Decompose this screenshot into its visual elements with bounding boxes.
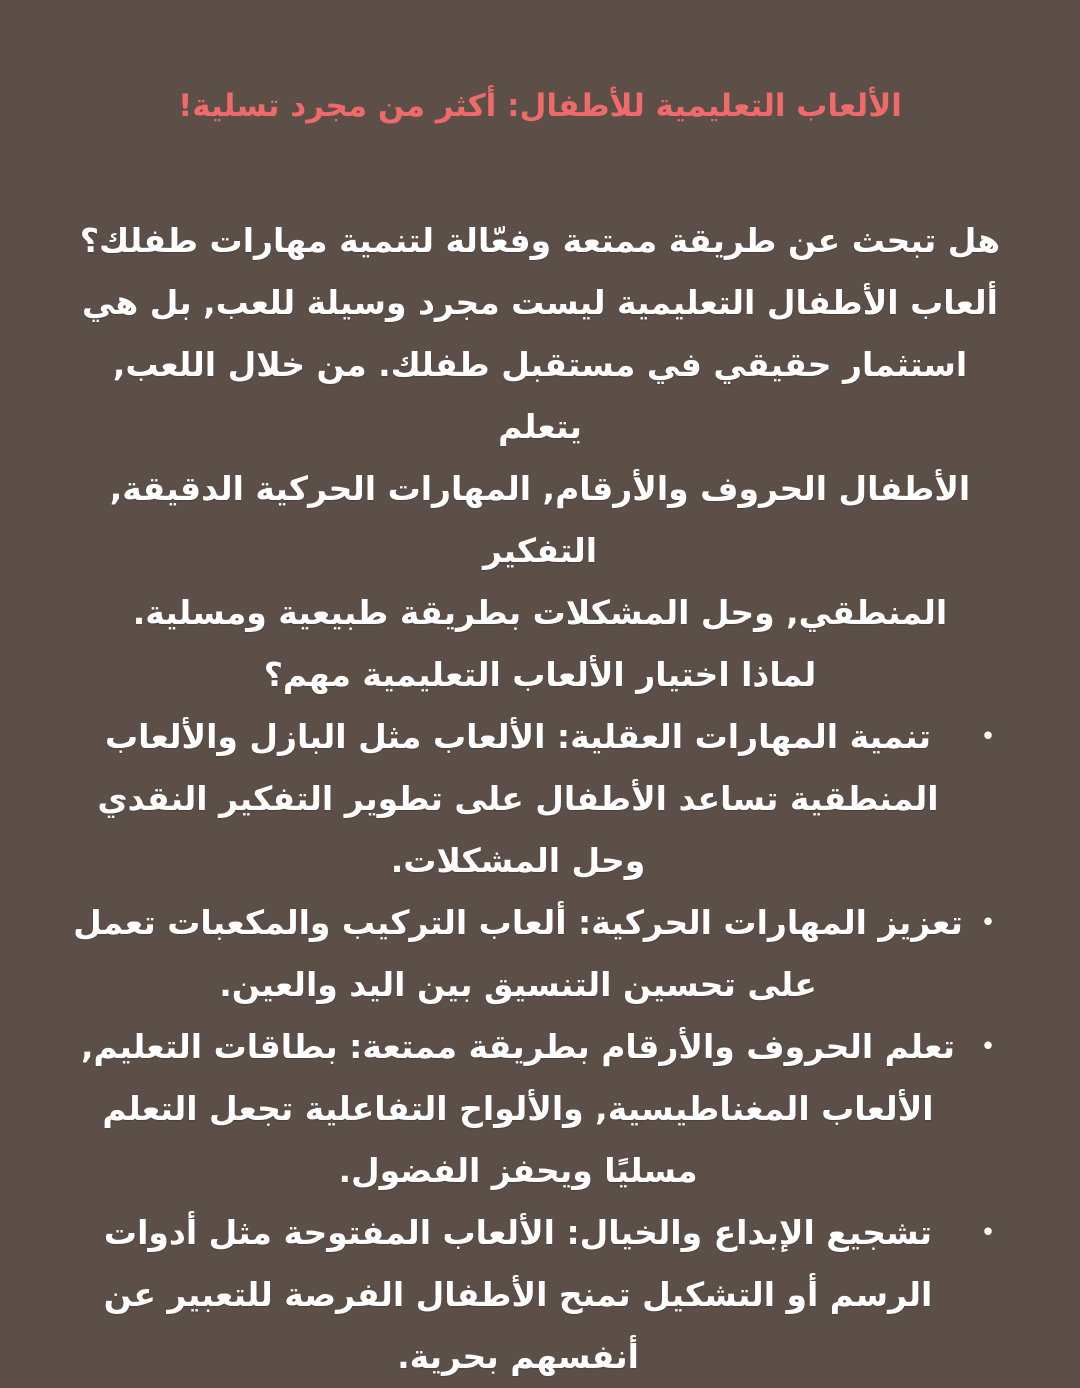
intro-line: استثمار حقيقي في مستقبل طفلك. من خلال اللعب, يتعلم <box>112 345 968 446</box>
intro-line: هل تبحث عن طريقة ممتعة وفعّالة لتنمية مهارات طفلك؟ <box>79 221 1001 260</box>
section-question: لماذا اختيار الألعاب التعليمية مهم؟ <box>263 655 817 694</box>
list-item-text: تشجيع الإبداع والخيال: الألعاب المفتوحة مثل أدوات الرسم أو التشكيل تمنح الأطفال الفرصة للتعبير عن أنفسهم بحرية. <box>103 1213 933 1376</box>
bullet-icon: • <box>980 722 996 752</box>
bullet-icon: • <box>980 908 996 938</box>
intro-line: ألعاب الأطفال التعليمية ليست مجرد وسيلة للعب, بل هي <box>82 283 998 322</box>
list-item <box>70 1202 1010 1388</box>
bullet-icon: • <box>980 1218 996 1248</box>
bullet-list <box>70 706 1010 1388</box>
intro-line: الأطفال الحروف والأرقام, المهارات الحركية الدقيقة, التفكير <box>109 469 971 570</box>
list-item <box>70 706 1010 892</box>
list-item-text: تعلم الحروف والأرقام بطريقة ممتعة: بطاقات التعليم, الألعاب المغناطيسية, والألواح التفاعلية تجعل التعلم مسليًا ويحفز الفضول. <box>80 1027 956 1190</box>
intro-line: المنطقي, وحل المشكلات بطريقة طبيعية ومسلية. <box>132 593 948 632</box>
list-item-text: تنمية المهارات العقلية: الألعاب مثل البازل والألعاب المنطقية تساعد الأطفال على تطوير التفكير النقدي وحل المشكلات. <box>97 717 939 880</box>
list-item-text: تعزيز المهارات الحركية: ألعاب التركيب والمكعبات تعمل على تحسين التنسيق بين اليد والعين. <box>73 903 963 1004</box>
list-item <box>70 892 1010 1016</box>
intro-text <box>70 210 1010 706</box>
list-item <box>70 1016 1010 1202</box>
page-title: الألعاب التعليمية للأطفال: أكثر من مجرد تسلية! <box>178 88 902 124</box>
bullet-icon: • <box>980 1032 996 1062</box>
